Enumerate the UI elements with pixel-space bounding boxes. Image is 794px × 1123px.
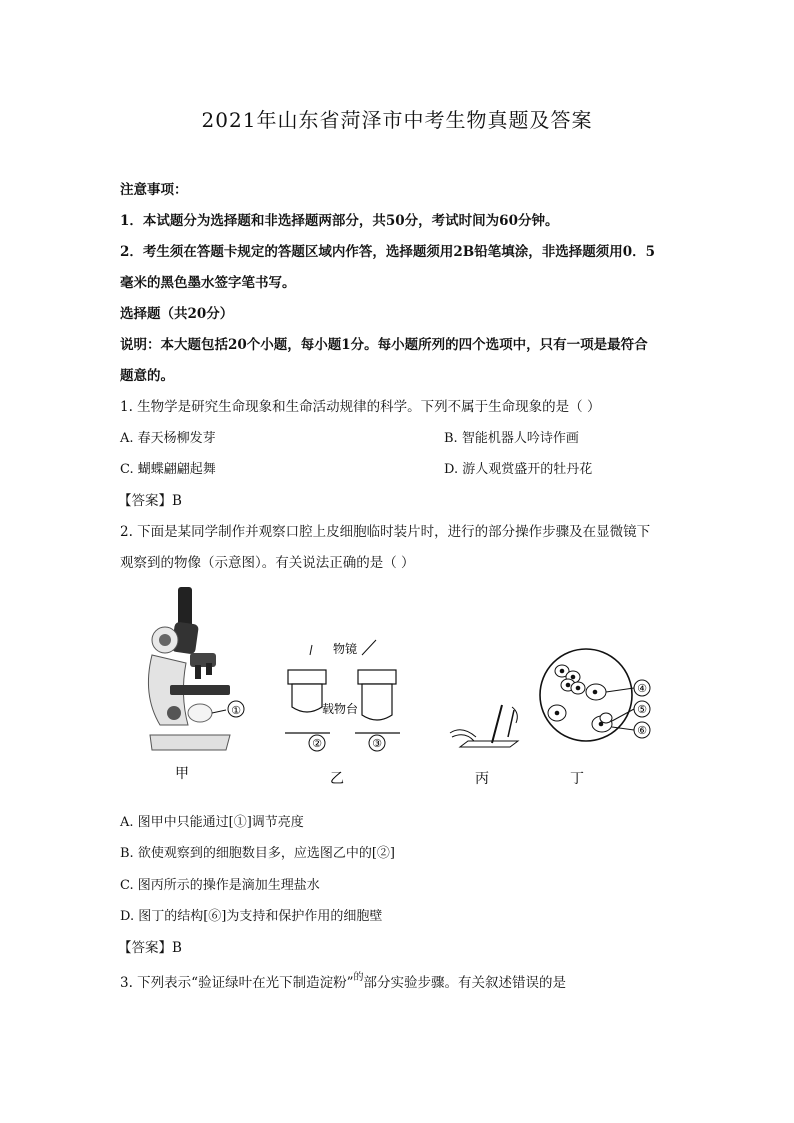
q2-option-a: A. 图甲中只能通过[①]调节亮度 [120, 815, 304, 830]
microscope-illustration [148, 587, 244, 750]
q3-stem-sup: 的 [353, 972, 364, 983]
q3-stem-pre: 3. 下列表示“验证绿叶在光下制造淀粉” [120, 975, 354, 991]
notes-item-2a: 2．考生须在答题卡规定的答题区域内作答，选择题须用2B铅笔填涂，非选择题须用0．5 [120, 244, 655, 260]
q2-answer: 【答案】B [118, 940, 182, 956]
section-heading: 选择题（共20分） [120, 306, 234, 322]
q1-option-d: D. 游人观赏盛开的牡丹花 [444, 462, 593, 477]
figure-label-stage: 载物台 [321, 702, 359, 716]
figure-label-3: ③ [372, 737, 382, 750]
figure-label-4: ④ [637, 682, 647, 695]
q2-option-b: B. 欲使观察到的细胞数目多，应选图乙中的[②] [120, 846, 395, 861]
figure-label-1: ① [231, 704, 241, 717]
q2-figure [140, 585, 680, 795]
objective-lens-illustration [285, 640, 400, 751]
section-desc-b: 题意的。 [120, 368, 174, 384]
section-desc-a: 说明：本大题包括20个小题，每小题1分。每小题所列的四个选项中，只有一项是最符合 [120, 337, 648, 353]
figure-label-ding: 丁 [570, 771, 584, 787]
q2-option-d: D. 图丁的结构[⑥]为支持和保护作用的细胞壁 [120, 909, 383, 924]
notes-heading: 注意事项： [120, 182, 188, 198]
cell-view-illustration [540, 649, 650, 741]
q1-stem: 1. 生物学是研究生命现象和生命活动规律的科学。下列不属于生命现象的是（ ） [120, 399, 601, 415]
q1-option-a: A. 春天杨柳发芽 [120, 431, 216, 446]
q1-option-b: B. 智能机器人吟诗作画 [444, 431, 579, 446]
figure-label-yi: 乙 [330, 771, 344, 787]
figure-label-5: ⑤ [637, 703, 647, 716]
figure-label-objective: 物镜 [332, 642, 358, 656]
figure-label-jia: 甲 [175, 766, 189, 782]
q2-stem-b: 观察到的物像（示意图）。有关说法正确的是（ ） [120, 555, 415, 571]
dropper-operation-illustration [450, 705, 518, 747]
q1-option-c: C. 蝴蝶翩翩起舞 [120, 462, 216, 477]
q2-stem-a: 2. 下面是某同学制作并观察口腔上皮细胞临时装片时，进行的部分操作步骤及在显微镜下 [120, 524, 651, 540]
q1-answer: 【答案】B [118, 493, 182, 509]
page-title: 2021年山东省菏泽市中考生物真题及答案 [201, 108, 593, 132]
q3-stem-post: 部分实验步骤。有关叙述错误的是 [363, 975, 566, 991]
figure-label-6: ⑥ [637, 724, 647, 737]
figure-label-bing: 丙 [475, 771, 489, 787]
q2-option-c: C. 图丙所示的操作是滴加生理盐水 [120, 878, 320, 893]
notes-item-2b: 毫米的黑色墨水签字笔书写。 [120, 275, 296, 291]
figure-label-2: ② [312, 737, 322, 750]
q3-stem [120, 971, 566, 991]
notes-item-1: 1．本试题分为选择题和非选择题两部分，共50分，考试时间为60分钟。 [120, 213, 559, 229]
